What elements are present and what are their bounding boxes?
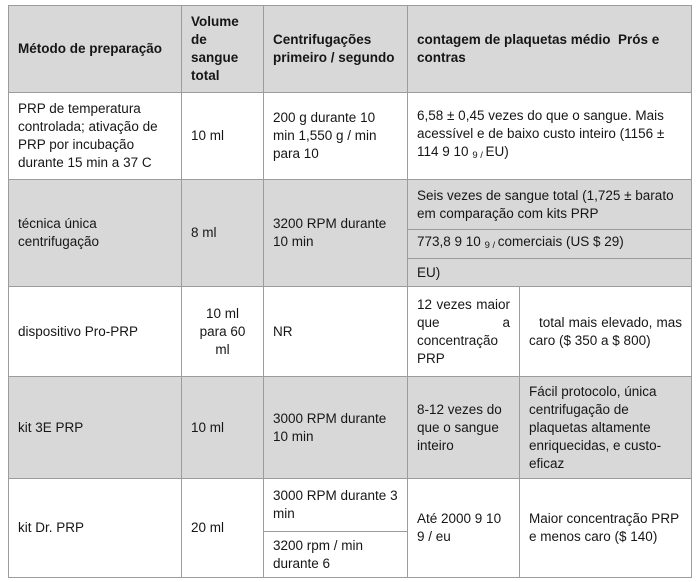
platelet-pros-subrow-2 [408,230,691,259]
cell-volume: 10 ml para 60 ml [182,287,264,377]
cell-centrifugation: 3000 RPM durante 10 min [264,377,408,479]
cell-method: PRP de temperatura controlada; ativação de PRP por incubação durante 15 min a 37 C [9,93,182,180]
cell-volume: 10 ml [182,377,264,479]
cell-platelet: Até 2000 9 10 9 / eu [408,479,520,577]
cell-volume: 8 ml [182,180,264,287]
table-row-single-spin [9,180,691,287]
subscript-exponent: 9 / [472,150,486,161]
centrifugation-second: 3200 rpm / min durante 6 [273,537,364,571]
cell-pros [520,287,691,377]
cell-platelet: 8-12 vezes do que o sangue inteiro [408,377,520,479]
cell-method: kit Dr. PRP [9,479,182,577]
header-centrifugation: Centrifugações primeiro / segundo [264,6,408,93]
cell-platelet-pros [408,93,691,180]
platelet-pros-text: 6,58 ± 0,45 vezes do que o sangue. Mais acessível e de baixo custo inteiro (1156 ± 114 9 10 $_{9 /}$ EU) [417,108,665,161]
platelet-text: 12 vezes maior que a concentração PRP [417,296,510,366]
cell-volume: 10 ml [182,93,264,180]
platelet-pros-subrow-3: EU) [417,264,441,280]
cell-platelet-pros-stack [408,180,691,287]
header-method: Método de preparação [9,6,182,93]
cell-method: kit 3E PRP [9,377,182,479]
cell-centrifugation-stack [264,479,408,577]
cell-method: dispositivo Pro-PRP [9,287,182,377]
table-row-controlled-temp [9,93,691,180]
subscript-exponent: 9 / [484,240,498,251]
prp-comparison-table [8,5,692,578]
platelet-pros-subrow-1: Seis vezes de sangue total (1,725 ± barato em comparação com kits PRP [408,180,691,230]
header-platelet-pros-cons: contagem de plaquetas médio Prós e contras [408,6,691,93]
cell-pros: Maior concentração PRP e menos caro ($ 140) [520,479,691,577]
pros-text: total mais elevado, mas caro ($ 350 a $ 800) [529,314,682,348]
centrifugation-first: 3000 RPM durante 3 min [264,479,407,532]
cell-centrifugation: 3200 RPM durante 10 min [264,180,408,287]
header-row [9,6,691,93]
cell-volume: 20 ml [182,479,264,577]
header-volume: Volume de sangue total [182,6,264,93]
cell-centrifugation: NR [264,287,408,377]
cell-pros: Fácil protocolo, única centrifugação de plaquetas altamente enriquecidas, e custo-eficaz [520,377,691,479]
table-row-pro-prp-device [9,287,691,377]
cell-method: técnica única centrifugação [9,180,182,287]
table-row-3e-prp-kit [9,377,691,479]
table-row-dr-prp-kit [9,479,691,577]
cell-platelet [408,287,520,377]
platelet-pros-text: 773,8 9 10 $_{9 /}$ comerciais (US $ 29) [417,234,624,251]
cell-centrifugation: 200 g durante 10 min 1,550 g / min para 10 [264,93,408,180]
